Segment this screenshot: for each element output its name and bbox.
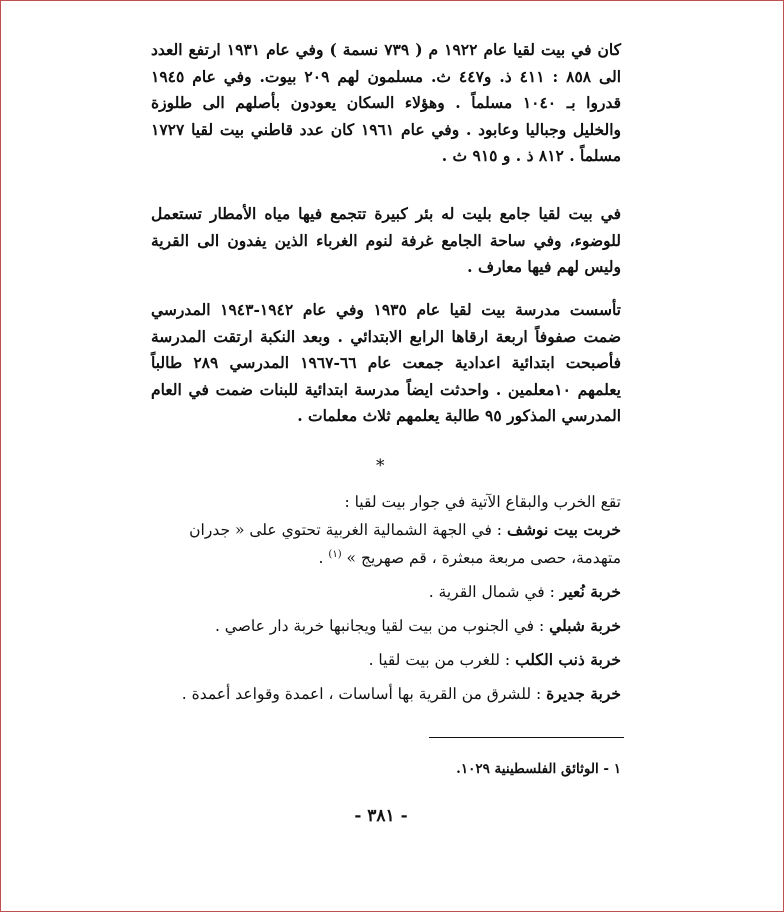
- footnote-divider: [429, 737, 624, 738]
- ruin-description: : في الجهة الشمالية الغربية تحتوي على « جدران متهدمة، حصى مربعة مبعثرة ، قم صهريج »: [189, 521, 621, 567]
- ruin-description: : في الجنوب من بيت لقيا ويجانبها خربة دار عاصي .: [214, 617, 545, 635]
- mosque-paragraph: في بيت لقيا جامع بليت له بئر كبيرة تتجمع فيها مياه الأمطار تستعمل للوضوء، وفي ساحة الجامع غرفة لنوم الغرباء الذين يفدون الى القرية وليس لهم فيها معارف .: [151, 204, 621, 276]
- ruin-name: خربة شبلي: [549, 616, 621, 635]
- ruin-name: خربة نُعير: [559, 582, 621, 601]
- ruin-item: [146, 646, 621, 674]
- ruin-item: [146, 516, 621, 572]
- separator-star-icon: *: [376, 456, 385, 476]
- ruin-name: خربت بيت نوشف: [506, 520, 621, 539]
- school-paragraph: تأسست مدرسة بيت لقيا عام ١٩٣٥ وفي عام ١٩٤٢-١٩٤٣ المدرسي ضمت صفوفاً اربعة ارقاها الرابع الابتدائي . وبعد النكبة ارتقت المدرسة فأصبحت ابتدائية اعدادية جمعت عام ٦٦-١٩٦٧ المدرسي ٢٨٩ طالباً يعلمهم ١٠معلمين . واحدثت ايضاً مدرسة ابتدائية للبنات ضمت في العام المدرسي المذكور ٩٥ طالبة يعلمهم ثلاث معلمات .: [151, 300, 622, 425]
- ruin-item: [146, 612, 621, 640]
- ruin-description-end: .: [318, 549, 329, 567]
- ruin-item: [146, 680, 621, 708]
- ruin-name: خربة جديرة: [546, 684, 621, 703]
- ruin-description: : للشرق من القرية بها أساسات ، اعمدة وقواعد أعمدة .: [181, 685, 542, 703]
- ruin-description: : للغرب من بيت لقيا .: [368, 651, 511, 669]
- ruins-intro: تقع الخرب والبقاع الآتية في جوار بيت لقيا :: [344, 493, 621, 511]
- page-number: - ٣٨١ -: [354, 806, 408, 826]
- ruin-item: [146, 578, 621, 606]
- footnote-marker: (١): [328, 548, 342, 560]
- population-paragraph: كان في بيت لقيا عام ١٩٢٢ م ( ٧٣٩ نسمة ) وفي عام ١٩٣١ ارتفع العدد الى ٨٥٨ : ٤١١ ذ. و٤٤٧ ث. مسلمون لهم ٢٠٩ بيوت. وفي عام ١٩٤٥ قدروا بـ ١٠٤٠ مسلماً . وهؤلاء السكان يعودون بأصلهم الى طلوزة والخليل وجباليا وعابود . وفي عام ١٩٦١ كان عدد قاطني بيت لقيا ١٧٢٧ مسلماً . ٨١٢ ذ . و ٩١٥ ث .: [151, 40, 622, 165]
- ruin-description: : في شمال القرية .: [428, 583, 555, 601]
- ruins-list: [146, 488, 621, 708]
- ruin-name: خربة ذنب الكلب: [515, 650, 621, 669]
- footnote: ١ - الوثائق الفلسطينية ١٠٢٩.: [456, 761, 621, 777]
